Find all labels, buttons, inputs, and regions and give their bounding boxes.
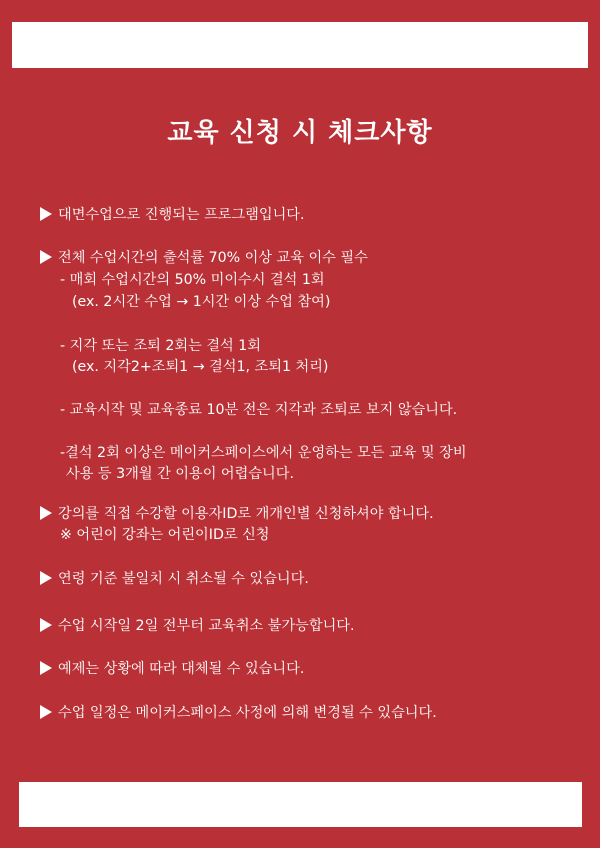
checklist-subitem: -결석 2회 이상은 메이커스페이스에서 운영하는 모든 교육 및 장비 (60, 445, 467, 461)
bullet-triangle-icon (40, 705, 52, 719)
checklist-item (40, 616, 354, 636)
checklist-item-text: 전체 수업시간의 출석률 70% 이상 교육 이수 필수 (58, 250, 368, 266)
checklist-item-text: 대면수업으로 진행되는 프로그램입니다. (58, 207, 305, 223)
bottom-blank-box (19, 782, 582, 827)
checklist-item (40, 248, 368, 268)
checklist-example: (ex. 지각2+조퇴1 → 결석1, 조퇴1 처리) (72, 359, 329, 375)
checklist-subitem: - 매회 수업시간의 50% 미이수시 결석 1회 (60, 272, 325, 288)
bullet-triangle-icon (40, 618, 52, 632)
checklist-item (40, 569, 309, 589)
checklist-item (40, 205, 305, 225)
checklist-note: ※ 어린이 강좌는 어린이ID로 신청 (60, 527, 270, 543)
bullet-triangle-icon (40, 571, 52, 585)
checklist-example: (ex. 2시간 수업 → 1시간 이상 수업 참여) (72, 294, 331, 310)
bullet-triangle-icon (40, 661, 52, 675)
top-blank-box (12, 22, 588, 68)
checklist-item (40, 504, 434, 524)
bullet-triangle-icon (40, 250, 52, 264)
checklist-item-text: 수업 시작일 2일 전부터 교육취소 불가능합니다. (58, 618, 355, 634)
checklist-item (40, 703, 437, 723)
checklist-item-text: 강의를 직접 수강할 이용자ID로 개개인별 신청하셔야 합니다. (58, 506, 434, 522)
bullet-triangle-icon (40, 207, 52, 221)
checklist-subitem: - 지각 또는 조퇴 2회는 결석 1회 (60, 338, 261, 354)
checklist-item (40, 659, 304, 679)
page-title: 교육 신청 시 체크사항 (167, 118, 433, 148)
checklist-subitem: - 교육시작 및 교육종료 10분 전은 지각과 조퇴로 보지 않습니다. (60, 402, 458, 418)
bullet-triangle-icon (40, 506, 52, 520)
checklist-item-text: 수업 일정은 메이커스페이스 사정에 의해 변경될 수 있습니다. (58, 705, 437, 721)
checklist-item-text: 연령 기준 불일치 시 취소될 수 있습니다. (58, 571, 309, 587)
checklist-item-text: 예제는 상황에 따라 대체될 수 있습니다. (58, 661, 305, 677)
checklist-subitem-continued: 사용 등 3개월 간 이용이 어렵습니다. (66, 466, 294, 482)
